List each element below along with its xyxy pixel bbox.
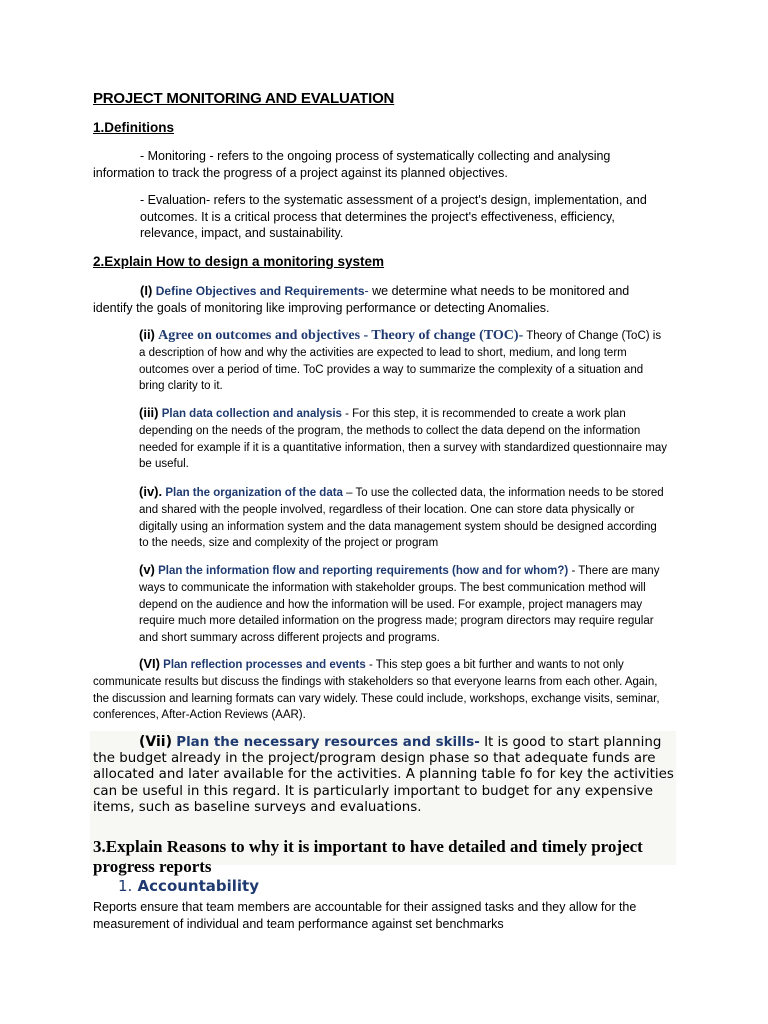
step-4-body: – To use the collected data, the information needs to be stored and shared with the people involved, regardless of their location. One can store data physically or digitally using an information system and the data management system should be designed according to the needs, size and complexity of the project or program [139, 487, 664, 550]
step-5-body: - There are many ways to communicate the information with stakeholder groups. The best communication method will depend on the audience and how the information will be used. For example, project managers may require much more detailed information on the progress made; program directors may require regular and short summary across different projects and programs. [139, 565, 660, 645]
step-4-number: (iv). [139, 484, 163, 499]
step-2-separator: - [518, 328, 524, 343]
step-1-number: (I) [140, 283, 153, 298]
step-7-number: (Vii) [139, 734, 172, 750]
step-4-title: Plan the organization of the data [165, 487, 343, 499]
document-title: PROJECT MONITORING AND EVALUATION [93, 90, 395, 107]
evaluation-definition: - Evaluation- refers to the systematic assessment of a project's design, implementation, and outcomes. It is a critical process that determines the project's effectiveness, efficiency, relevance, impact, and sustainability. [140, 193, 647, 241]
step-2-number: (ii) [139, 327, 155, 342]
step-3-number: (iii) [139, 405, 159, 420]
section3-heading: 3.Explain Reasons to why it is important to have detailed and timely project progress reports [93, 837, 643, 876]
step-3 [139, 405, 669, 473]
step-1-body: we determine what needs to be monitored and identify the goals of monitoring like improving performance or detecting Anomalies. [93, 284, 630, 315]
step-3-body: - For this step, it is recommended to create a work plan depending on the needs of the program, the methods to collect the data depend on the information needed for example if it is a quantitative information, then a survey with standardized questionnaire may be useful. [139, 408, 668, 471]
section2-heading: 2.Explain How to design a monitoring system [93, 254, 385, 269]
step-6 [93, 656, 669, 724]
step-2 [139, 327, 669, 395]
step-2-title: Agree on outcomes and objectives - Theory of change (TOC) [158, 328, 519, 343]
step-1-separator: - [364, 284, 369, 298]
step-5-title: Plan the information flow and reporting requirements (how and for whom?) [158, 565, 569, 577]
accountability-title: Accountability [137, 877, 260, 895]
accountability-number: 1. [118, 877, 133, 895]
step-1 [93, 283, 663, 316]
step-7 [93, 734, 675, 816]
step-5-number: (v) [139, 562, 155, 577]
step-6-title: Plan reflection processes and events [163, 659, 366, 671]
step-6-number: (VI) [139, 656, 160, 671]
step-6-body: - This step goes a bit further and wants to not only communicate results but discuss the findings with stakeholders so that everyone learns from each other. Again, the discussion and learning formats can vary widely. These could include, workshops, exchange visits, seminar, conferences, After-Action Reviews (AAR). [93, 659, 660, 722]
monitoring-definition: - Monitoring - refers to the ongoing process of systematically collecting and analysing information to track the progress of a project against its planned objectives. [93, 149, 611, 180]
accountability-body: Reports ensure that team members are accountable for their assigned tasks and they allow for the measurement of individual and team performance against set benchmarks [93, 900, 637, 931]
step-4 [139, 484, 669, 552]
step-7-title: Plan the necessary resources and skills [176, 735, 475, 750]
step-1-title: Define Objectives and Requirements [155, 284, 365, 298]
step-3-title: Plan data collection and analysis [161, 408, 342, 420]
step-2-body: Theory of Change (ToC) is a description of how and why the activities are expected to lead to short, medium, and long term outcomes over a period of time. ToC provides a way to summarize the complexity of a situation and bring clarity to it. [139, 330, 662, 393]
step-5 [139, 562, 669, 647]
section1-heading: 1.Definitions [93, 120, 175, 135]
step-7-body: It is good to start planning the budget already in the project/program design phase so that adequate funds are allocated and later available for the activities. A planning table fo for key the activities can be useful in this regard. It is particularly important to budget for any expensive items, such as baseline surveys and evaluations. [93, 735, 674, 815]
accountability-heading [118, 877, 259, 895]
step-7-separator: - [474, 735, 480, 750]
